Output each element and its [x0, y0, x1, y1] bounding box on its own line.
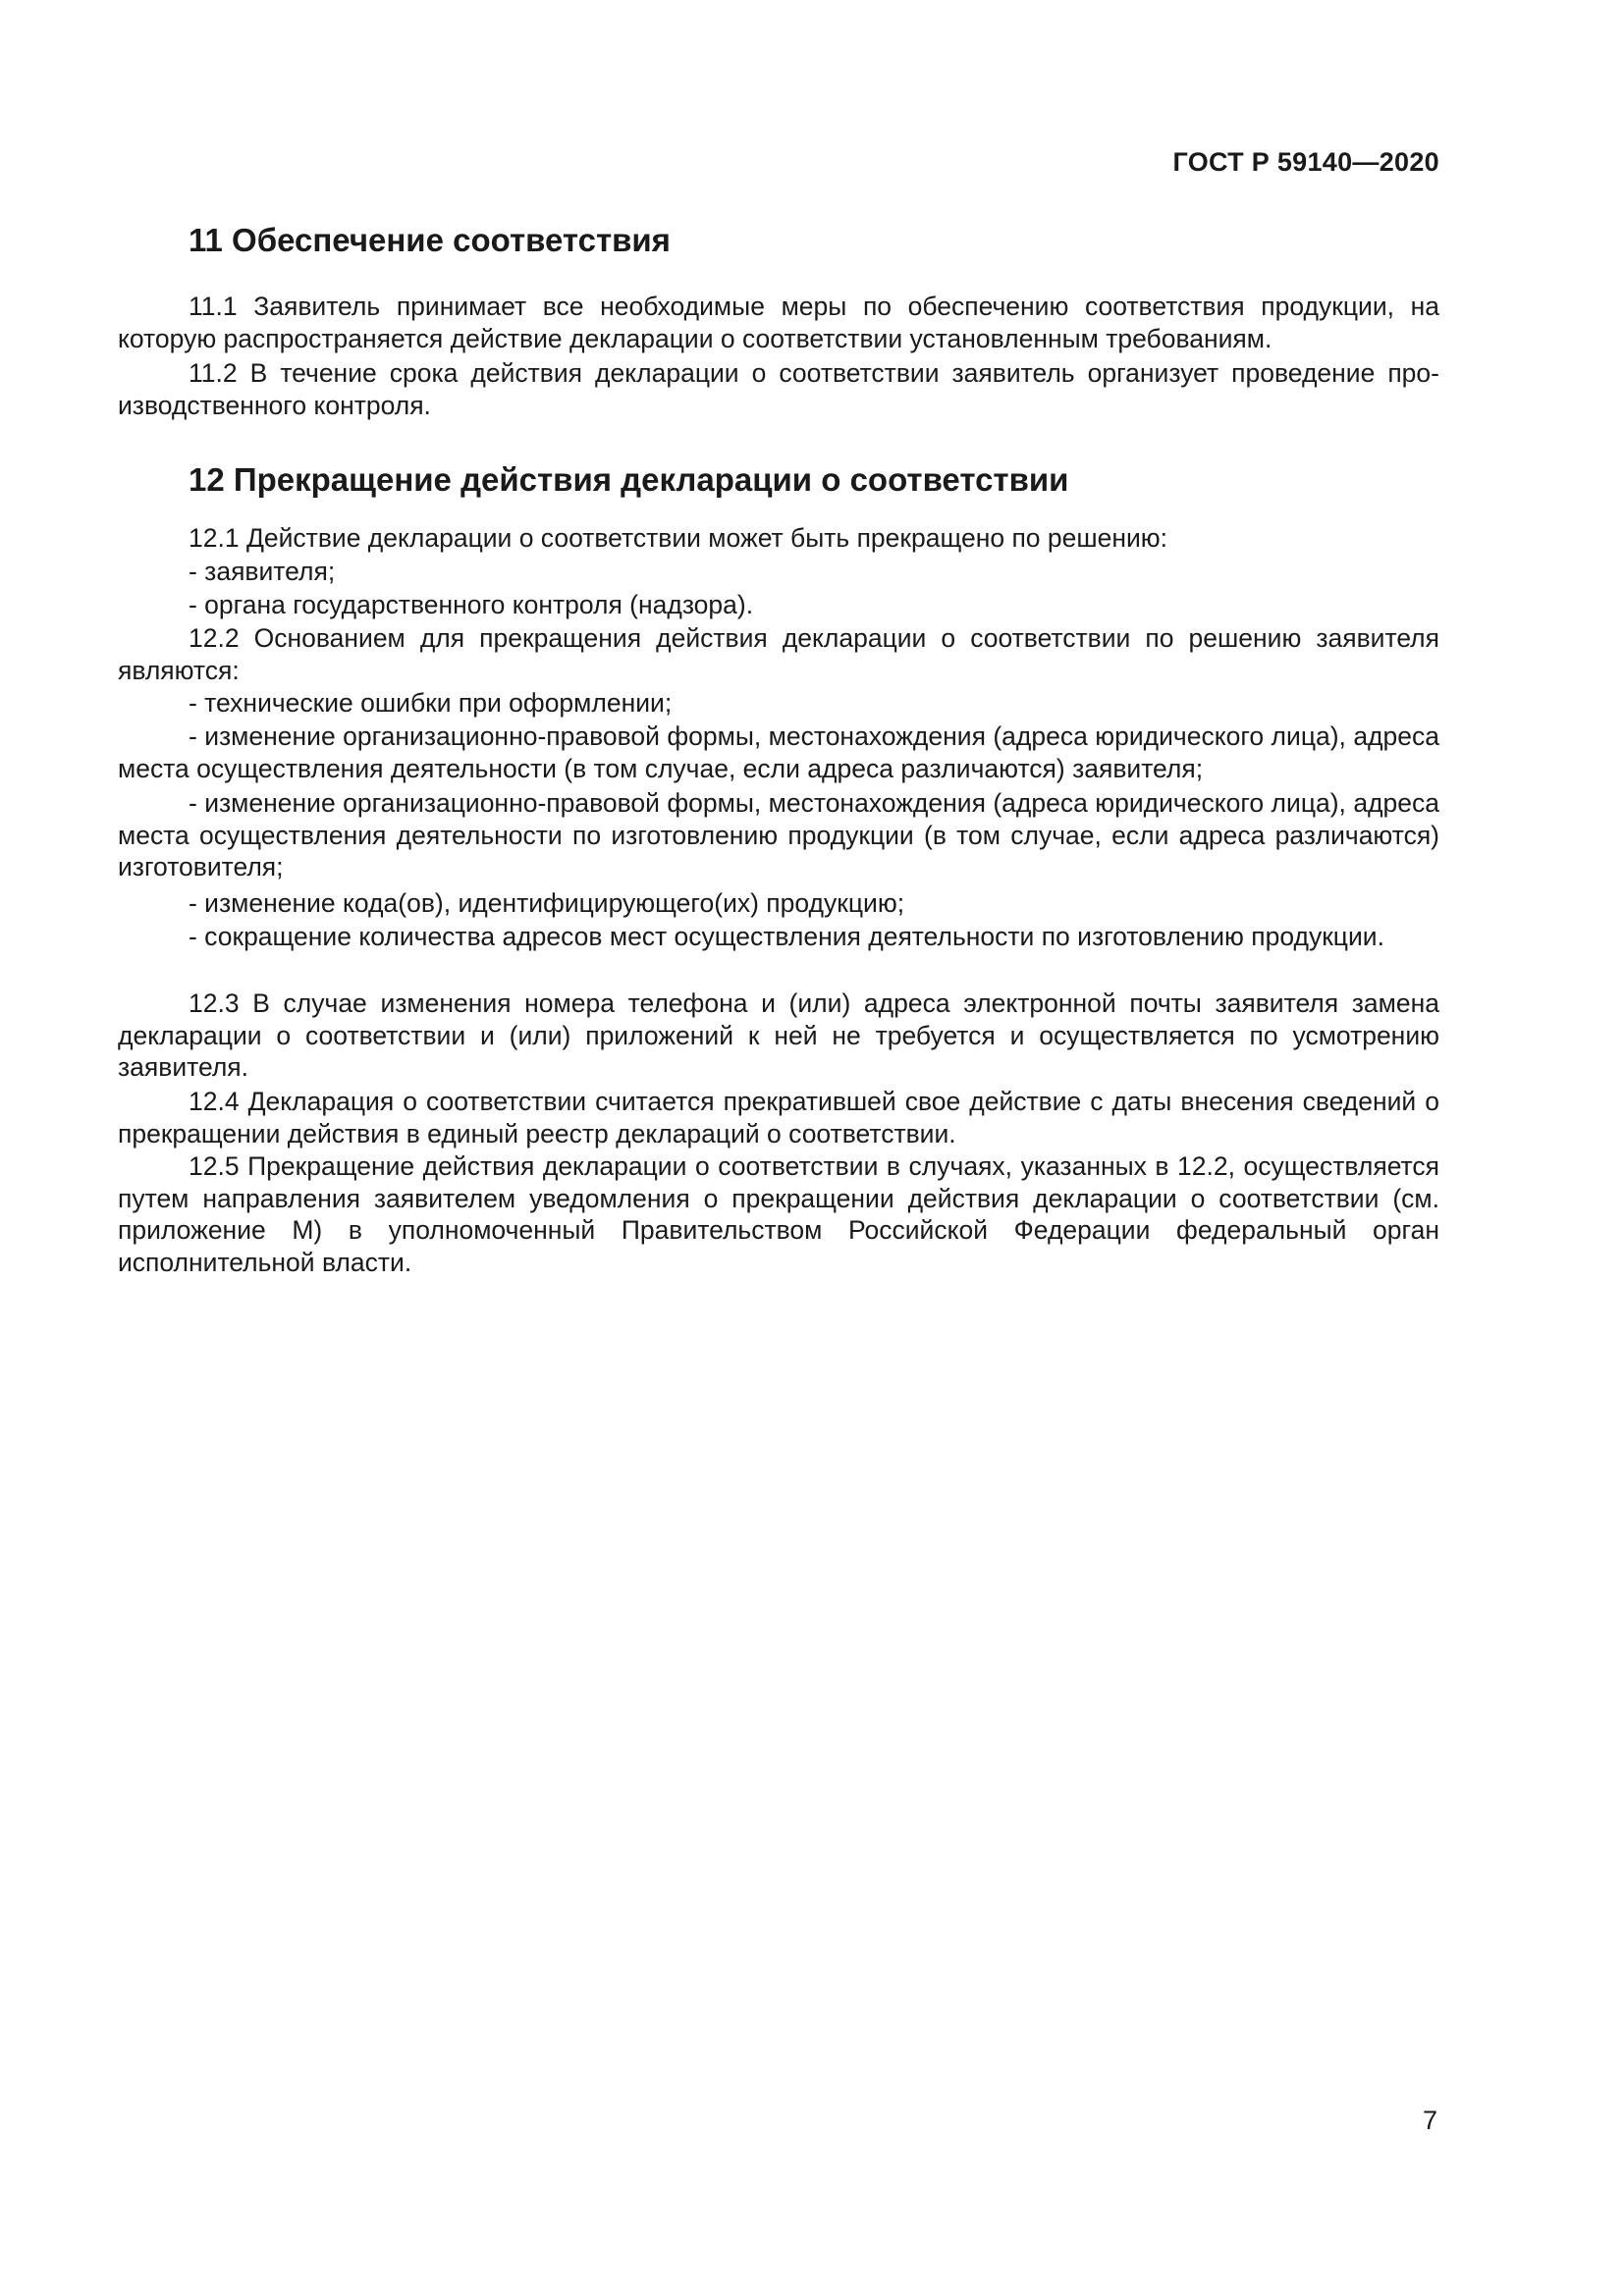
list-item: - изменение организационно-правовой формы, местонахождения (адреса юридического лица), адреса места осуществления деятельности по изготовлению продукции (в том случае, если адреса различаются) изготовителя;	[118, 788, 1439, 882]
list-item: - органа государственного контроля (надзора).	[189, 590, 754, 619]
section-12-title: 12 Прекращение действия декларации о соответствии	[189, 461, 1069, 498]
list-item: - заявителя;	[189, 557, 336, 586]
page-number: 7	[1422, 2106, 1437, 2135]
paragraph-12-4: 12.4 Декларация о соответствии считается прекратившей свое действие с даты внесения сведений о прекращении действия в единый реестр деклараций о соответствии.	[118, 1087, 1439, 1148]
section-11-title: 11 Обеспечение соответствия	[189, 222, 671, 258]
list-item: - сокращение количества адресов мест осуществления деятельности по изготовлению продукции.	[189, 922, 1384, 951]
paragraph-12-3: 12.3 В случае изменения номера телефона и (или) адреса электронной почты заявителя замена декларации о соответствии и (или) приложений к ней не требуется и осуществляется по усмотрению заявителя.	[118, 988, 1439, 1083]
list-item: - технические ошибки при оформлении;	[189, 688, 673, 718]
paragraph-12-1: 12.1 Действие декларации о соответствии может быть прекращено по решению:	[189, 523, 1168, 553]
paragraph-11-2: 11.2 В течение срока действия декларации о соответствии заявитель организует проведение производственного контроля.	[118, 358, 1439, 420]
paragraph-12-2: 12.2 Основанием для прекращения действия декларации о соответствии по решению заявителя являются:	[118, 623, 1439, 685]
list-item: - изменение организационно-правовой формы, местонахождения (адреса юридического лица), адреса места осуществления деятельности (в том случае, если адреса различаются) заявителя;	[118, 721, 1439, 783]
list-item: - изменение кода(ов), идентифицирующего(их) продукцию;	[189, 888, 905, 918]
paragraph-12-5: 12.5 Прекращение действия декларации о соответствии в случаях, указанных в 12.2, осуществляется путем направления заявителем уведомления о прекращении действия декларации о соответствии (см. приложение М) в уполномоченный Правительством Российской Федерации федеральный орган исполнительной власти.	[118, 1151, 1439, 1277]
paragraph-11-1: 11.1 Заявитель принимает все необходимые меры по обеспечению соответствия продукции, на которую распространяется действие декларации о соответствии установленным требованиям.	[118, 292, 1439, 353]
document-id: ГОСТ Р 59140—2020	[1172, 147, 1439, 177]
